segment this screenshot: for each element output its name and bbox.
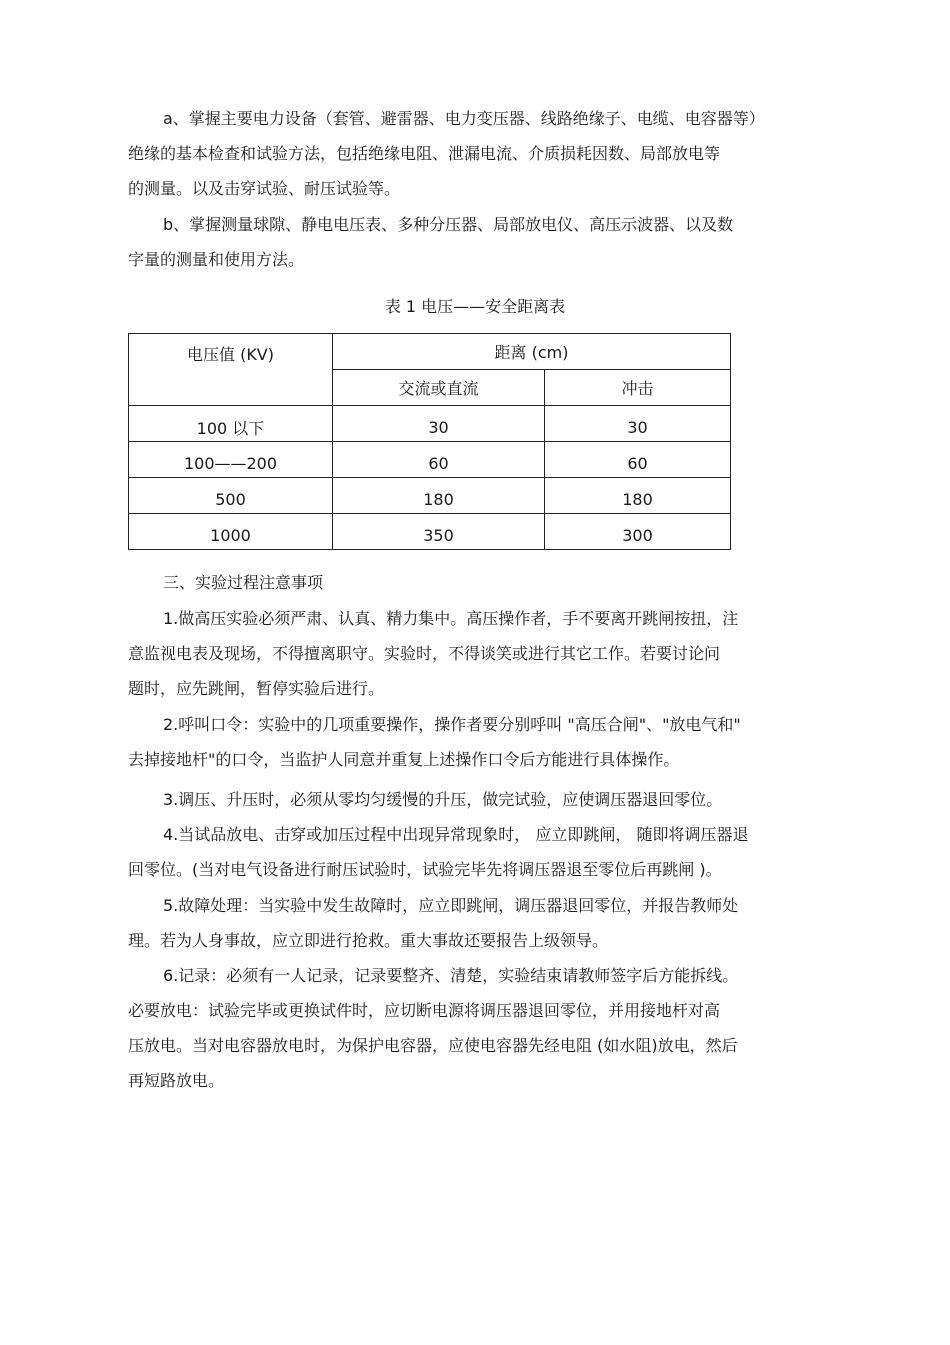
para-a-line-2: 绝缘的基本检查和试验方法，包括绝缘电阻、泄漏电流、介质损耗因数、局部放电等 [128,144,721,163]
cell-impulse: 30 [545,406,731,442]
section-line: 4.当试品放电、击穿或加压过程中出现异常现象时， 应立即跳闸， 随即将调压器退 [163,825,749,844]
section-line: 理。若为人身事故，应立即进行抢救。重大事故还要报告上级领导。 [128,931,609,950]
para-a-line-1: a、掌握主要电力设备（套管、避雷器、电力变压器、线路绝缘子、电缆、电容器等） [163,109,765,128]
table-row [129,514,731,550]
section-heading: 三、实验过程注意事项 [163,573,324,592]
cell-acdc: 30 [333,406,545,442]
table-caption: 表 1 电压——安全距离表 [384,297,566,316]
para-b-line-2: 字量的测量和使用方法。 [128,250,305,269]
cell-voltage: 100 以下 [129,406,333,442]
header-acdc: 交流或直流 [333,370,545,406]
header-distance: 距离 (cm) [333,334,731,370]
header-voltage: 电压值 (KV) [129,334,333,406]
cell-impulse: 60 [545,442,731,478]
section-line: 2.呼叫口令：实验中的几项重要操作，操作者要分别呼叫 "高压合闸"、"放电气和" [163,715,741,734]
voltage-distance-table [128,333,731,550]
cell-acdc: 180 [333,478,545,514]
table-row [129,478,731,514]
cell-acdc: 60 [333,442,545,478]
table-row [129,442,731,478]
cell-voltage: 1000 [129,514,333,550]
cell-impulse: 180 [545,478,731,514]
section-line: 5.故障处理：当实验中发生故障时，应立即跳闸，调压器退回零位，并报告教师处 [163,896,739,915]
section-line: 必要放电：试验完毕或更换试件时，应切断电源将调压器退回零位，并用接地杆对高 [128,1001,721,1020]
cell-voltage: 100——200 [129,442,333,478]
section-line: 1.做高压实验必须严肃、认真、精力集中。高压操作者，手不要离开跳闸按扭，注 [163,609,739,628]
section-line: 题时，应先跳闸，暂停实验后进行。 [128,679,385,698]
para-b-line-1: b、掌握测量球隙、静电电压表、多种分压器、局部放电仪、高压示波器、以及数 [163,215,734,234]
table-row [129,406,731,442]
header-impulse: 冲击 [545,370,731,406]
cell-acdc: 350 [333,514,545,550]
section-line: 3.调压、升压时，必须从零均匀缓慢的升压，做完试验，应使调压器退回零位。 [163,790,723,809]
section-line: 去掉接地杆"的口令，当监护人同意并重复上述操作口令后方能进行具体操作。 [128,750,680,769]
section-line: 6.记录：必须有一人记录，记录要整齐、清楚，实验结束请教师签字后方能拆线。 [163,966,739,985]
cell-impulse: 300 [545,514,731,550]
section-line: 再短路放电。 [128,1071,225,1090]
cell-voltage: 500 [129,478,333,514]
table-header-row [129,334,731,370]
section-line: 意监视电表及现场，不得擅离职守。实验时，不得谈笑或进行其它工作。若要讨论问 [128,644,721,663]
section-line: 回零位。(当对电气设备进行耐压试验时，试验完毕先将调压器退至零位后再跳闸 )。 [128,860,722,879]
para-a-line-3: 的测量。以及击穿试验、耐压试验等。 [128,179,401,198]
section-line: 压放电。当对电容器放电时，为保护电容器，应使电容器先经电阻 (如水阻)放电，然后 [128,1036,738,1055]
